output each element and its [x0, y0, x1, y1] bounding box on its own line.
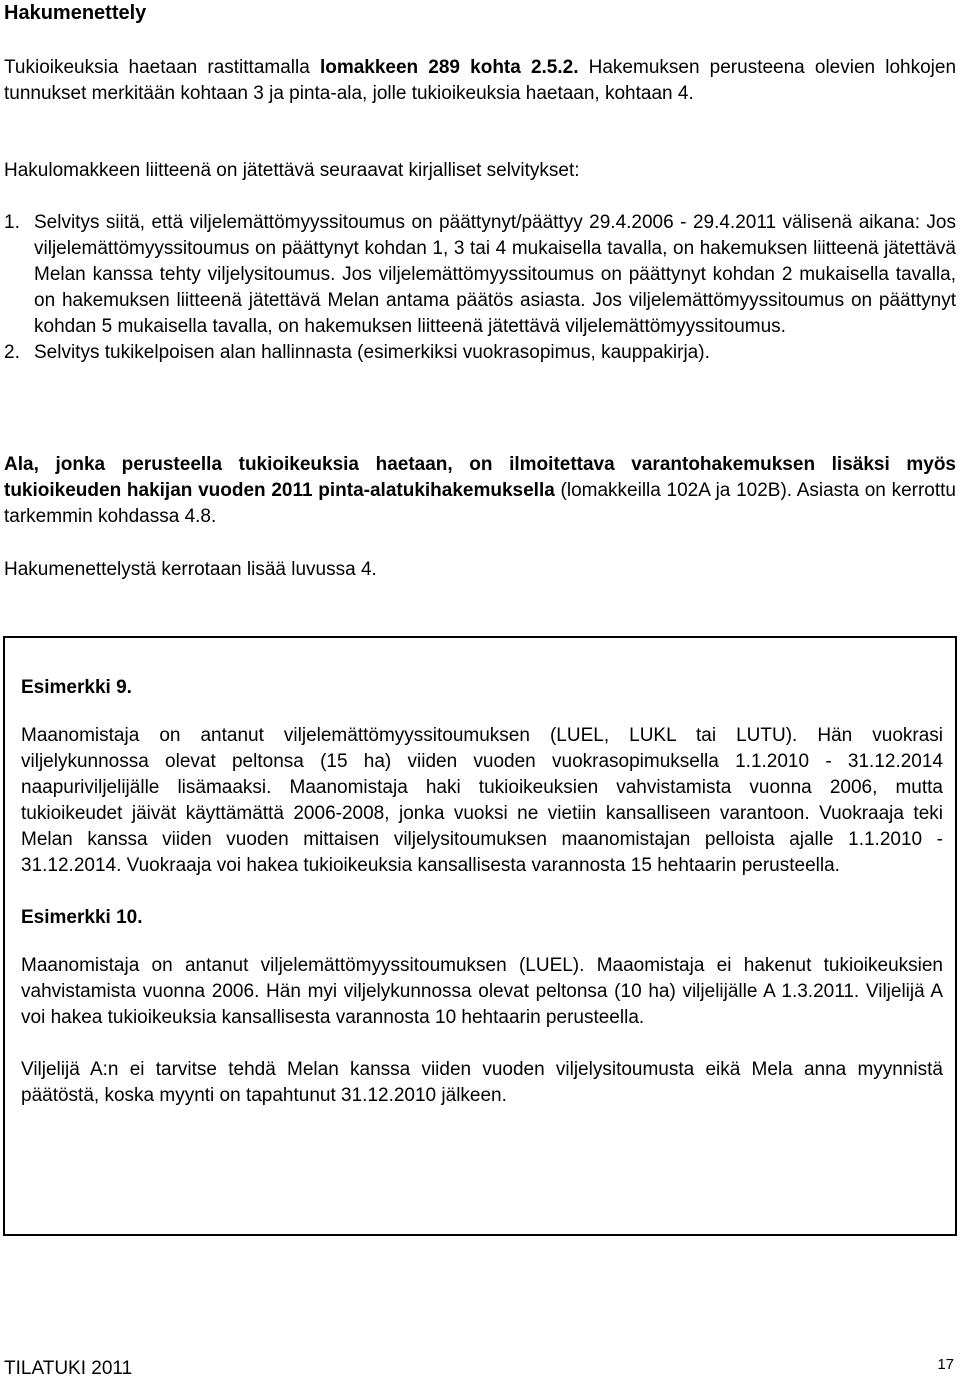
- attachments-list: [4, 184, 956, 366]
- example-paragraph: Viljelijä A:n ei tarvitse tehdä Melan kanssa viiden vuoden viljelysitoumusta eikä Mela anna myynnistä päätöstä, koska myynti on tapahtunut 31.12.2010 jälkeen.: [21, 1059, 943, 1106]
- example-paragraph: Maanomistaja on antanut viljelemättömyyssitoumuksen (LUEL, LUKL tai LUTU). Hän vuokrasi viljelykunnossa olevat peltonsa (15 ha) viiden vuoden vuokrasopimuksella 1.1.2010 - 31.12.2014 naapuriviljelijälle lisämaaksi. Maanomistaja haki tukioikeuksien vahvistamista vuonna 2006, mutta tukioikeudet jäivät käyttämättä 2006-2008, jonka vuoksi ne vietiin kansalliseen varantoon. Vuokraaja teki Melan kanssa viiden vuoden mittaisen viljelysitoumuksen maanomistajan pelloista ajalle 1.1.2010 - 31.12.2014. Vuokraaja voi hakea tukioikeuksia kansallisesta varannosta 15 hehtaarin perusteella.: [21, 725, 943, 876]
- examples-box: [3, 636, 957, 1236]
- area-bold: Ala, jonka perusteella tukioikeuksia haetaan, on ilmoitettava varantohakemuksen lisäksi myös tukioikeuden hakijan vuoden 2011 pinta-alatukihakemuksella: [4, 454, 956, 501]
- list-item: [4, 340, 956, 366]
- area-text: (lomakkeilla 102A ja 102B). Asiasta on kerrottu tarkemmin kohdassa 4.8.: [4, 480, 956, 527]
- intro-text-1: Tukioikeuksia haetaan rastittamalla: [4, 57, 320, 78]
- footer-title: TILATUKI 2011: [4, 1358, 133, 1379]
- list-item: [4, 210, 956, 340]
- intro-paragraph: [4, 55, 956, 107]
- example-title: Esimerkki 10.: [21, 907, 143, 928]
- examples-content: [21, 675, 943, 1109]
- example-title: Esimerkki 9.: [21, 677, 132, 698]
- list-item-text: Selvitys tukikelpoisen alan hallinnasta (esimerkiksi vuokrasopimus, kauppakirja).: [34, 342, 710, 363]
- list-item-text: Selvitys siitä, että viljelemättömyyssitoumus on päättynyt/päättyy 29.4.2006 - 29.4.2011 välisenä aikana: Jos viljelemättömyyssitoumus on päättynyt kohdan 1, 3 tai 4 mukaisella tavalla, on hakemuksen liitteenä jätettävä Melan kanssa tehty viljelysitoumus. Jos viljelemättömyyssitoumus on päättynyt kohdan 2 mukaisella tavalla, on hakemuksen liitteenä jätettävä Melan antama päätös asiasta. Jos viljelemättömyyssitoumus on päättynyt kohdan 5 mukaisella tavalla, on hakemuksen liitteenä jätettävä viljelemättömyyssitoumus.: [34, 212, 956, 337]
- area-paragraph: [4, 452, 956, 530]
- list-item-number: 1.: [4, 212, 20, 233]
- example-paragraph: Maanomistaja on antanut viljelemättömyyssitoumuksen (LUEL). Maaomistaja ei hakenut tukioikeuksien vahvistamista vuonna 2006. Hän myi viljelykunnossa olevat peltonsa (10 ha) viljelijälle A 1.3.2011. Viljelijä A voi hakea tukioikeuksia kansallisesta varannosta 10 hehtaarin perusteella.: [21, 955, 943, 1028]
- intro-bold: lomakkeen 289 kohta 2.5.2.: [319, 57, 579, 78]
- attachments-intro: Hakulomakkeen liitteenä on jätettävä seuraavat kirjalliset selvitykset:: [4, 160, 580, 181]
- list-item-number: 2.: [4, 342, 20, 363]
- intro-text-2: Hakemuksen perusteena olevien lohkojen tunnukset merkitään kohtaan 3 ja pinta-ala, jolle tukioikeuksia haetaan, kohtaan 4.: [4, 57, 957, 104]
- section-heading: Hakumenettely: [4, 2, 147, 24]
- page-number: 17: [937, 1356, 954, 1373]
- more-info-paragraph: Hakumenettelystä kerrotaan lisää luvussa 4.: [4, 559, 377, 580]
